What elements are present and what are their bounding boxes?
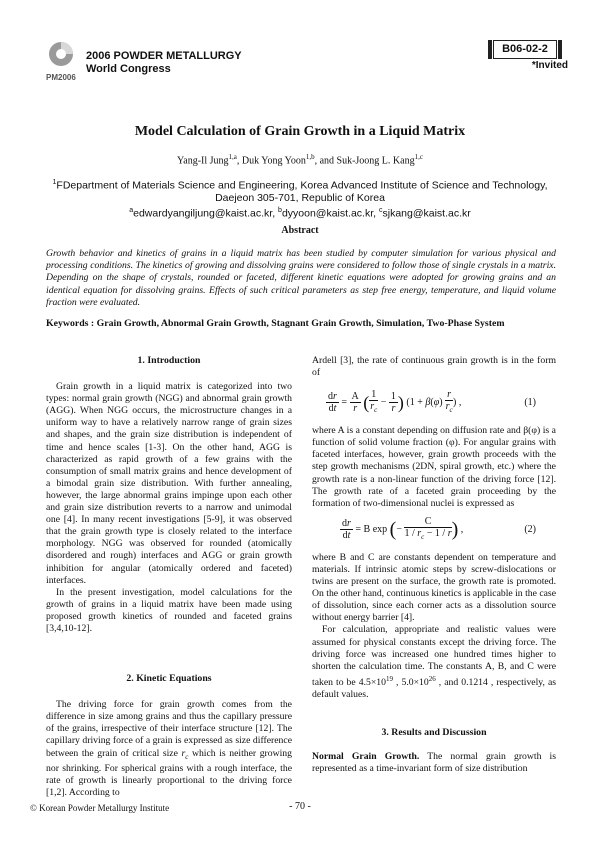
ngg-paragraph: Normal Grain Growth. The normal grain growth is represented as a time-invariant form of size distribution [312,751,556,775]
kinetic-paragraph-1: The driving force for grain growth comes from the difference in size among grains and thus the capillary pressure of the grains, irrespective of their interface structure [12]. The capillary driving force of a grain is expressed as size difference between the grain of critical size $r_c$ which is neither growing nor shrinking. For spherical grains with a rough interface, the rate of growth is linearly proportional to the driving force [1,2]. According to [46,699,292,798]
after-eq2-paragraph: where B and C are constants dependent on temperature and materials. If intrinsic atomic steps by screw-dislocations or twins are present on the surface, the growth rate is promoted. On the other hand, continuous kinetics is applicable in the case of dissolution, since each corner acts as a dissolution source without energy barrier [4]. [312,551,557,624]
affiliation-line-1: $^1$FDepartment of Materials Science and Engineering, Korea Advanced Institute of Science and Technology, [52,179,548,192]
affiliation-line-2: Daejeon 305-701, Republic of Korea [215,192,385,204]
pm2006-logo [44,40,80,84]
kinetic-heading: 2. Kinetic Equations [126,673,212,685]
author-list: Yang-Il Jung$^{1,a}$, Duk Yong Yoon$^{1,b}$, and Suk-Joong L. Kang$^{1,c}$ [177,153,423,167]
email-list: $^a$edwardyangiljung@kaist.ac.kr, $^b$dyyoon@kaist.ac.kr, $^c$sjkang@kaist.ac.kr [129,206,471,219]
equation-2-number: (2) [524,523,536,535]
invited-label: *Invited [531,60,568,71]
equation-1: $\frac{dr}{dt}$ = $\frac{A}{r}$ ( $\frac{1}{r_c}$ − $\frac{1}{r}$ ) (1 + β(φ) $\frac{r}{r_c}$ ) , (1) [328,389,536,415]
page-number: - 70 - [289,801,311,812]
conference-line-1: 2006 POWDER METALLURGY [86,50,242,62]
conference-title [86,50,242,76]
equation-2: $\frac{dr}{dt}$ = B exp (− $\frac{C}{1 / r_c - 1 / r}$ ) , (2) [342,515,536,541]
equation-1-number: (1) [524,397,536,409]
paper-title: Model Calculation of Grain Growth in a Liquid Matrix [134,124,466,139]
intro-heading: 1. Introduction [137,355,201,366]
affiliation [30,177,570,220]
copyright-notice: © Korean Powder Metallurgy Institute [30,803,170,813]
intro-paragraph-1: Grain growth in a liquid matrix is categorized into two types: normal grain growth (NGG) and abnormal grain growth (AGG). When NGG occurs, the microstructure changes in a uniform way to have a relatively narrow range of grain sizes and shapes, and the grain size distribution is independent of time and hence scales [1-3]. On the other hand, AGG is characterized as rapid growth of a few grains with the consumption of small matrix grains and hence development of a bimodal grain size distribution. With further annealing, however, the large abnormal grains impinge upon each other and grain size distribution reverts to a narrow and unimodal one [4]. In many recent investigations [5-9], it was observed that the grain growth type is closely related to the interface morphology. NGG was observed for rounded (atomically disordered and rough) interfaces and AGG or grain growth inhibition for angular (atomically ordered and faceted) interfaces. [46,381,292,586]
svg-text:PM2006: PM2006 [46,73,76,82]
conference-line-2: World Congress [86,63,171,75]
paper-code-badge: B06-02-2 [493,40,557,59]
keywords: Keywords : Grain Growth, Abnormal Grain Growth, Stagnant Grain Growth, Simulation, Two-Phase System [46,318,505,329]
results-heading: 3. Results and Discussion [381,727,487,739]
abstract-text: Growth behavior and kinetics of grains in a liquid matrix has been studied by computer simulation for various physical and processing conditions. The kinetics of growing and dissolving grains were considered to follow those of single crystals in a matrix. Depending on the shape of crystals, rounded or faceted, different kinetic equations were adopted for growing grains and an identical equation for dissolving grains. Effects of such critical parameters as step free energy, temperature, and liquid volume fraction were evaluated. [46,248,556,308]
right-column [312,355,556,775]
abstract-heading: Abstract [281,225,319,236]
ardell-paragraph: Ardell [3], the rate of continuous grain growth is in the form of [312,355,556,379]
calculation-paragraph: For calculation, appropriate and realistic values were assumed for physical constants except the driving force. The driving force was increased one hundred times higher to shorten the calculation time. The constants A, B, and C were taken to be $4.5\times 10^{19}$ , $5.0\times 10^{26}$ , and 0.1214 , respectively, as default values. [312,624,557,701]
after-eq1-paragraph: where A is a constant depending on diffusion rate and β(φ) is a function of solid volume fraction (φ). For angular grains with faceted interfaces, however, grain growth proceeds with the step growth mechanisms (2DN, spiral growth, etc.) where the growth rate is a non-linear function of the driving force [12]. The growth rate of a faceted grain proceeding by the formation of two-dimensional nuclei is expressed as [312,425,556,509]
intro-paragraph-2: In the present investigation, model calculations for the growth of grains in a liquid matrix have been made using proposed growth kinetics of rounded and faceted grains [3,4,10-12]. [46,586,292,634]
left-column [46,355,292,799]
